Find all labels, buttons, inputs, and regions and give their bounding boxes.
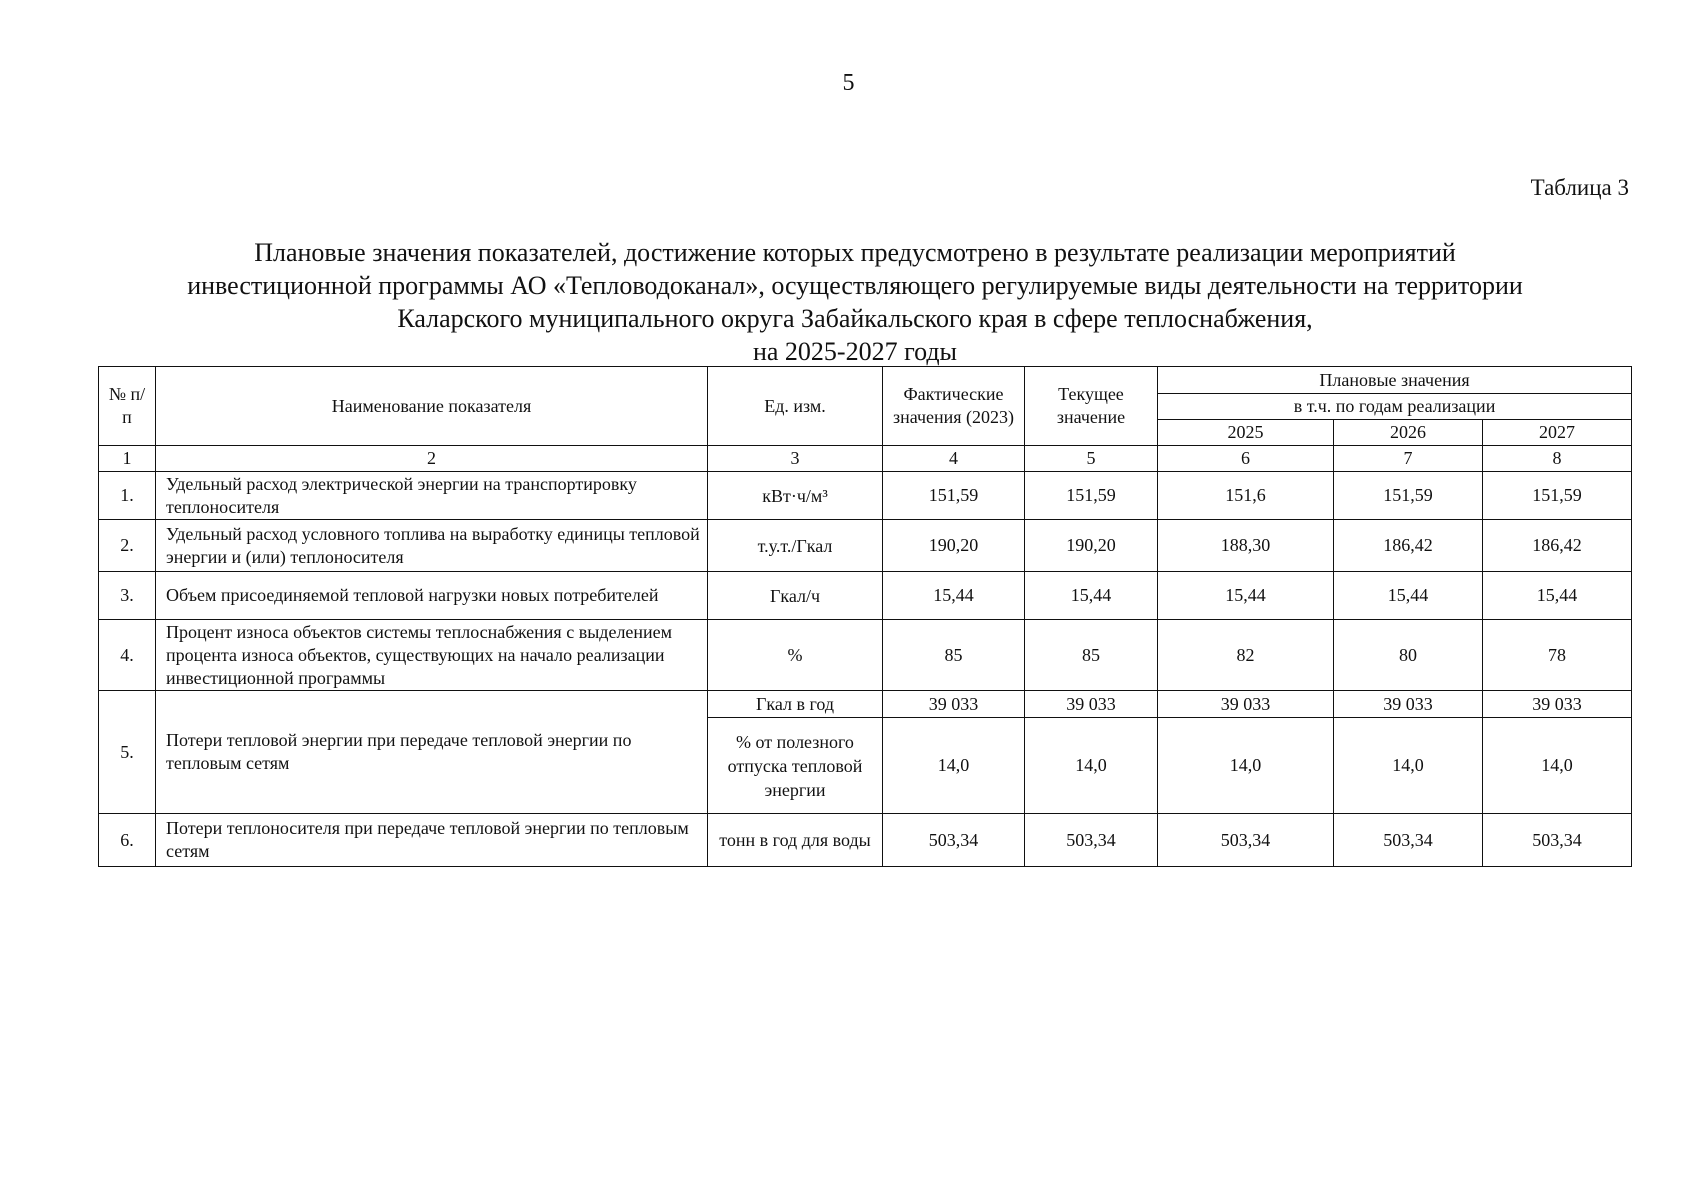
value-2025: 15,44 [1158,572,1334,620]
header-year-2027: 2027 [1483,420,1632,446]
table-row [99,472,1632,520]
current-value: 151,59 [1025,472,1158,520]
actual-value: 39 033 [883,691,1025,718]
indicator-name: Удельный расход электрической энергии на транспортировку теплоносителя [156,472,708,520]
page-number: 5 [842,70,855,96]
row-num: 2. [99,520,156,572]
unit-cell: Гкал/ч [708,572,883,620]
indicator-name: Потери теплоносителя при передаче тепловой энергии по тепловым сетям [156,814,708,867]
header-current: Текущее значение [1025,367,1158,446]
indicator-name: Потери тепловой энергии при передаче тепловой энергии по тепловым сетям [156,691,708,814]
value-2027: 151,59 [1483,472,1632,520]
header-year-2026: 2026 [1334,420,1483,446]
unit-cell: % [708,620,883,691]
column-number: 4 [883,446,1025,472]
value-2027: 78 [1483,620,1632,691]
value-2027: 39 033 [1483,691,1632,718]
header-unit: Ед. изм. [708,367,883,446]
row-num: 6. [99,814,156,867]
header-num: № п/п [99,367,156,446]
value-2026: 14,0 [1334,718,1483,814]
current-value: 15,44 [1025,572,1158,620]
unit-cell: т.у.т./Гкал [708,520,883,572]
value-2026: 186,42 [1334,520,1483,572]
unit-cell: кВт·ч/м³ [708,472,883,520]
header-actual: Фактические значения (2023) [883,367,1025,446]
value-2025: 188,30 [1158,520,1334,572]
table-row [99,814,1632,867]
table-row [99,520,1632,572]
value-2027: 14,0 [1483,718,1632,814]
current-value: 14,0 [1025,718,1158,814]
row-num: 1. [99,472,156,520]
column-number: 8 [1483,446,1632,472]
column-number: 1 [99,446,156,472]
value-2027: 15,44 [1483,572,1632,620]
actual-value: 151,59 [883,472,1025,520]
value-2026: 503,34 [1334,814,1483,867]
row-num: 3. [99,572,156,620]
value-2026: 151,59 [1334,472,1483,520]
indicator-name: Процент износа объектов системы теплоснабжения с выделением процента износа объектов, существующих на начало реализации инвестиционной программы [156,620,708,691]
indicator-name: Объем присоединяемой тепловой нагрузки новых потребителей [156,572,708,620]
value-2027: 186,42 [1483,520,1632,572]
current-value: 190,20 [1025,520,1158,572]
actual-value: 503,34 [883,814,1025,867]
value-2027: 503,34 [1483,814,1632,867]
actual-value: 190,20 [883,520,1025,572]
column-number: 2 [156,446,708,472]
row-num: 4. [99,620,156,691]
actual-value: 85 [883,620,1025,691]
title-line: Каларского муниципального округа Забайкальского края в сфере теплоснабжения, [397,304,1313,333]
header-row [99,367,1632,394]
column-number: 7 [1334,446,1483,472]
header-planned: Плановые значения [1158,367,1632,394]
actual-value: 15,44 [883,572,1025,620]
header-year-2025: 2025 [1158,420,1334,446]
unit-cell: Гкал в год [708,691,883,718]
actual-value: 14,0 [883,718,1025,814]
title-line: инвестиционной программы АО «Тепловодоканал», осуществляющего регулируемые виды деятельности на территории [187,271,1523,300]
row-num: 5. [99,691,156,814]
header-by-years: в т.ч. по годам реализации [1158,394,1632,420]
value-2025: 82 [1158,620,1334,691]
table-row [99,620,1632,691]
current-value: 85 [1025,620,1158,691]
unit-cell: тонн в год для воды [708,814,883,867]
title-line: Плановые значения показателей, достижение которых предусмотрено в результате реализации мероприятий [254,238,1456,267]
value-2025: 503,34 [1158,814,1334,867]
value-2025: 14,0 [1158,718,1334,814]
value-2026: 39 033 [1334,691,1483,718]
unit-cell: % от полезного отпуска тепловой энергии [708,718,883,814]
value-2026: 80 [1334,620,1483,691]
indicators-table [98,366,1632,867]
current-value: 39 033 [1025,691,1158,718]
column-number-row [99,446,1632,472]
column-number: 5 [1025,446,1158,472]
header-name: Наименование показателя [156,367,708,446]
column-number: 6 [1158,446,1334,472]
table-title [60,236,1650,368]
value-2026: 15,44 [1334,572,1483,620]
column-number: 3 [708,446,883,472]
table-row [99,572,1632,620]
table-label: Таблица 3 [1530,175,1629,200]
value-2025: 39 033 [1158,691,1334,718]
value-2025: 151,6 [1158,472,1334,520]
indicator-name: Удельный расход условного топлива на выработку единицы тепловой энергии и (или) теплоносителя [156,520,708,572]
title-line: на 2025-2027 годы [752,337,958,366]
table-row [99,691,1632,718]
current-value: 503,34 [1025,814,1158,867]
